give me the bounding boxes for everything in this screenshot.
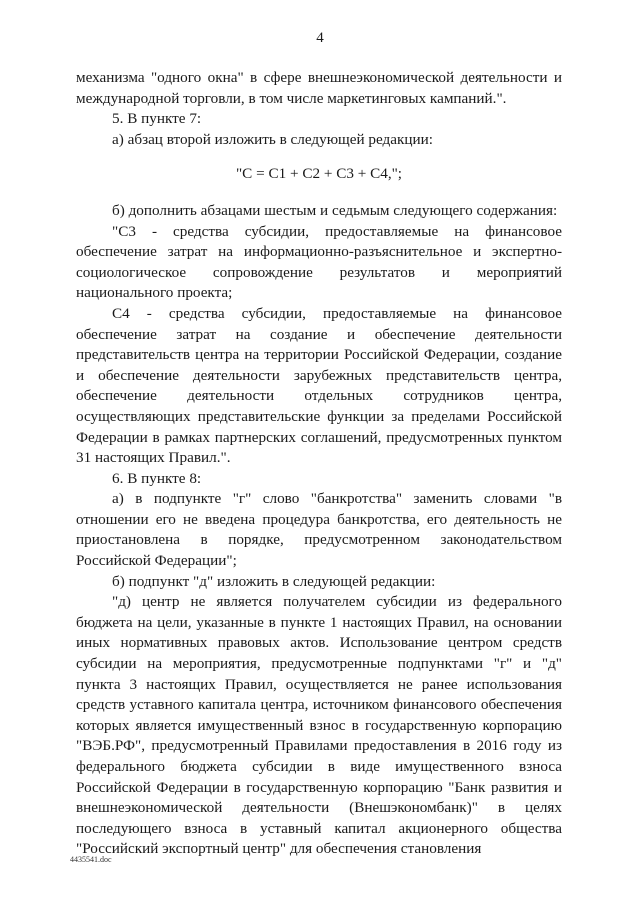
paragraph-subitem-d: "д) центр не является получателем субсидии из федерального бюджета на цели, указанные в пункте 1 настоящих Правил, на основании иных нормативных правовых актов. Использование центром средств субсидии на мероприятия, предусмотренные подпунктами "г" и "д" пункта 3 настоящих Правил, осуществляется не ранее использования средств уставного капитала центра, источником финансового обеспечения которых является имущественный взнос в государственную корпорацию "ВЭБ.РФ", предусмотренный Правилами предоставления в 2016 году из федерального бюджета субсидии в виде имущественного взноса Российской Федерации в государственную корпорацию "Банк развития и внешнеэкономической деятельности (Внешэкономбанк)" в целях последующего взноса в уставный капитал акционерного общества "Российский экспортный центр" для обеспечения становления [76, 593, 562, 858]
paragraph-c3-definition: "С3 - средства субсидии, предоставляемые на финансовое обеспечение затрат на информационно-разъяснительное и экспертно-социологическое сопровождение результатов и мероприятий национального проекта; [76, 222, 562, 302]
formula: "С = С1 + С2 + С3 + С4,"; [235, 165, 403, 183]
paragraph-continuation: механизма "одного окна" в сфере внешнеэкономической деятельности и международной торговли, в том числе маркетинговых кампаний.". [76, 69, 562, 107]
document-body [76, 68, 562, 860]
paragraph-item-6b: б) подпункт "д" изложить в следующей редакции: [112, 572, 436, 590]
footer-document-id: 4435541.doc [70, 855, 112, 864]
paragraph-item-5a: а) абзац второй изложить в следующей редакции: [112, 130, 434, 148]
paragraph-item-6a: а) в подпункте "г" слово "банкротства" заменить словами "в отношении его не введена процедура банкротства, его деятельность не приостановлена в порядке, предусмотренном законодательством Российской Федерации"; [76, 490, 562, 570]
paragraph-c4-definition: С4 - средства субсидии, предоставляемые на финансовое обеспечение затрат на создание и обеспечение деятельности представительств центра на территории Российской Федерации, создание и обеспечение деятельности зарубежных представительств центра, обеспечение деятельности отдельных сотрудников центра, осуществляющих представительские функции за пределами Российской Федерации в рамках партнерских соглашений, предусмотренных пунктом 31 настоящих Правил.". [76, 304, 562, 467]
paragraph-item-6: 6. В пункте 8: [112, 469, 202, 487]
paragraph-item-5: 5. В пункте 7: [112, 110, 202, 128]
page-number: 4 [316, 30, 324, 46]
paragraph-item-5b: б) дополнить абзацами шестым и седьмым следующего содержания: [112, 201, 558, 219]
